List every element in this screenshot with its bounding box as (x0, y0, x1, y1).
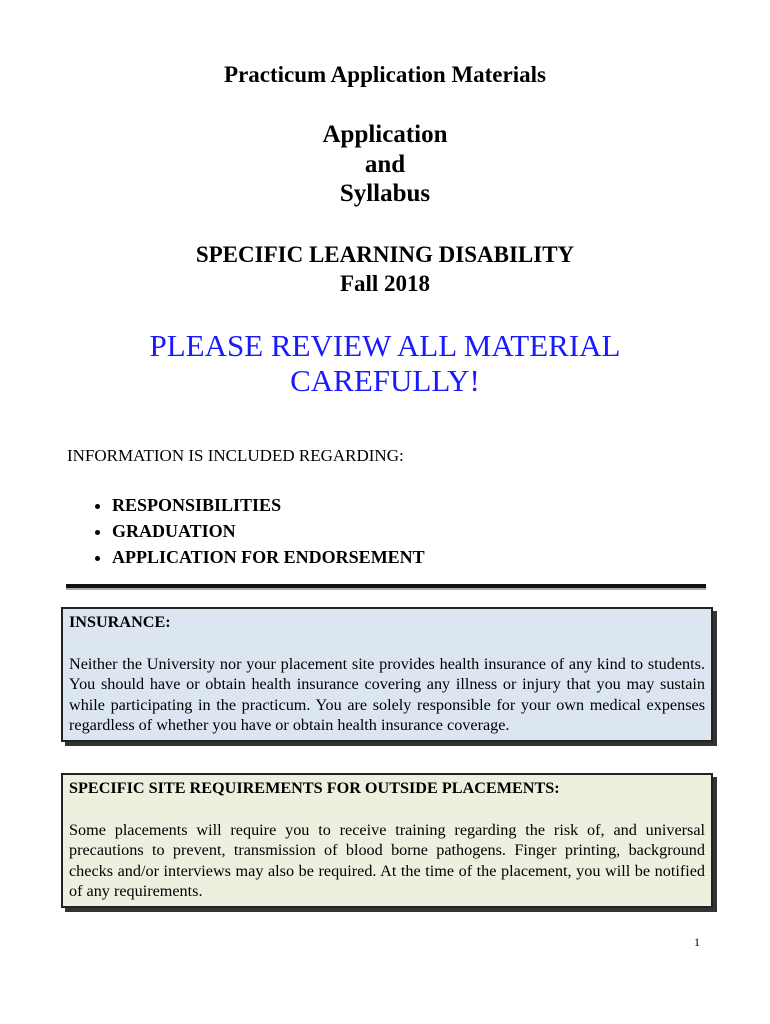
subtitle-line: Syllabus (339, 180, 431, 207)
notice-line: CAREFULLY! (290, 363, 480, 398)
review-notice (0, 328, 770, 398)
insurance-body: Neither the University nor your placement site provides health insurance of any kind to students. You should have or obtain health insurance covering any illness or injury that you may sustain while participating in the practicum. You are solely responsible for your own medical expenses regardless of whether you have or obtain health insurance coverage. (69, 654, 705, 734)
info-heading: INFORMATION IS INCLUDED REGARDING: (67, 446, 404, 465)
program-name: SPECIFIC LEARNING DISABILITY (195, 242, 575, 267)
notice-line: PLEASE REVIEW ALL MATERIAL (149, 328, 621, 363)
site-requirements-body: Some placements will require you to receive training regarding the risk of, and universal precautions to prevent, transmission of blood borne pathogens. Finger printing, background checks and/or interviews may also be required. At the time of the placement, you will be notified of any requirements. (69, 820, 705, 900)
divider (66, 584, 706, 588)
page-number: 1 (694, 935, 700, 949)
list-item: • GRADUATION (112, 518, 425, 544)
document-title: Practicum Application Materials (224, 62, 546, 87)
subtitle-line: and (364, 150, 406, 178)
insurance-box (61, 607, 713, 742)
subtitle (0, 120, 770, 209)
list-item: • RESPONSIBILITIES (112, 492, 425, 518)
program-heading (0, 240, 770, 298)
list-item: • APPLICATION FOR ENDORSEMENT (112, 544, 425, 570)
subtitle-line: Application (322, 121, 448, 148)
insurance-heading: INSURANCE: (69, 613, 171, 631)
term: Fall 2018 (339, 271, 431, 296)
site-requirements-box (61, 773, 713, 908)
site-requirements-heading: SPECIFIC SITE REQUIREMENTS FOR OUTSIDE PLACEMENTS: (69, 779, 560, 797)
topic-list (66, 492, 425, 570)
